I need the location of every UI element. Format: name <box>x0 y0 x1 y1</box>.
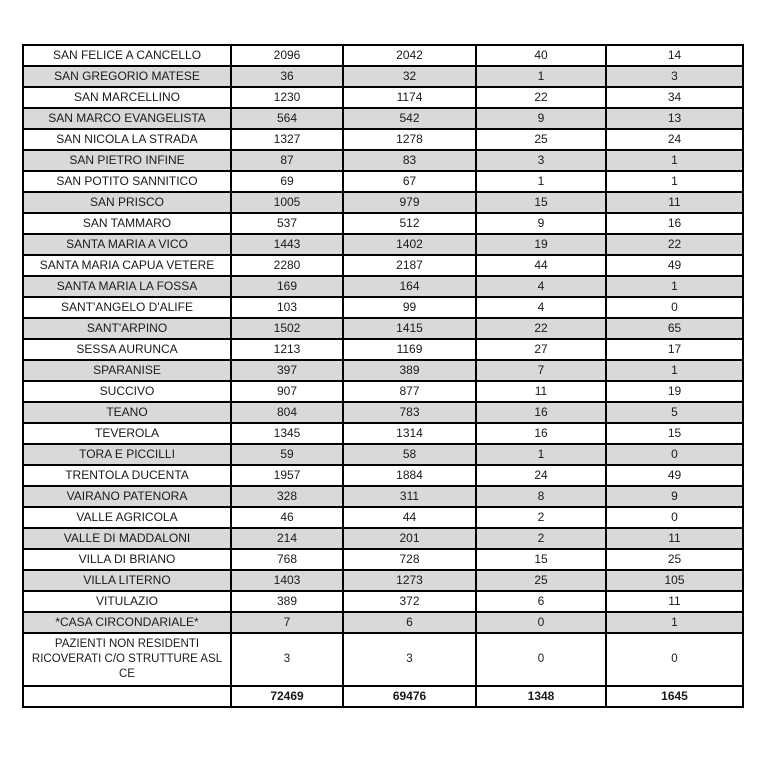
value-cell: 564 <box>231 108 343 129</box>
municipality-name-cell: SAN GREGORIO MATESE <box>23 66 231 87</box>
value-cell: 783 <box>343 402 476 423</box>
table-row <box>23 255 743 276</box>
value-cell: 169 <box>231 276 343 297</box>
totals-row <box>23 686 743 707</box>
value-cell: 4 <box>476 276 606 297</box>
table-body <box>23 45 743 707</box>
value-cell: 311 <box>343 486 476 507</box>
value-cell: 15 <box>476 549 606 570</box>
value-cell: 979 <box>343 192 476 213</box>
value-cell: 9 <box>476 213 606 234</box>
value-cell: 11 <box>606 528 743 549</box>
value-cell: 6 <box>476 591 606 612</box>
value-cell: 1 <box>606 276 743 297</box>
table-row <box>23 297 743 318</box>
value-cell: 201 <box>343 528 476 549</box>
value-cell: 1213 <box>231 339 343 360</box>
value-cell: 58 <box>343 444 476 465</box>
table-row <box>23 171 743 192</box>
table-row <box>23 402 743 423</box>
table-row <box>23 150 743 171</box>
value-cell: 5 <box>606 402 743 423</box>
value-cell: 2280 <box>231 255 343 276</box>
value-cell: 16 <box>476 423 606 444</box>
totals-value-cell: 69476 <box>343 686 476 707</box>
value-cell: 3 <box>343 633 476 686</box>
table-row <box>23 633 743 686</box>
value-cell: 25 <box>476 570 606 591</box>
municipality-name-cell: SUCCIVO <box>23 381 231 402</box>
value-cell: 3 <box>606 66 743 87</box>
value-cell: 372 <box>343 591 476 612</box>
value-cell: 34 <box>606 87 743 108</box>
value-cell: 0 <box>476 612 606 633</box>
value-cell: 59 <box>231 444 343 465</box>
value-cell: 1884 <box>343 465 476 486</box>
municipality-name-cell: SAN NICOLA LA STRADA <box>23 129 231 150</box>
table-row <box>23 381 743 402</box>
table-row <box>23 360 743 381</box>
value-cell: 1 <box>606 612 743 633</box>
value-cell: 7 <box>231 612 343 633</box>
municipality-name-cell: VALLE DI MADDALONI <box>23 528 231 549</box>
value-cell: 46 <box>231 507 343 528</box>
municipality-name-cell: PAZIENTI NON RESIDENTI RICOVERATI C/O STRUTTURE ASL CE <box>23 633 231 686</box>
value-cell: 0 <box>606 633 743 686</box>
value-cell: 768 <box>231 549 343 570</box>
municipality-name-cell: VILLA DI BRIANO <box>23 549 231 570</box>
value-cell: 0 <box>606 444 743 465</box>
value-cell: 40 <box>476 45 606 66</box>
value-cell: 83 <box>343 150 476 171</box>
municipality-data-table <box>22 44 744 708</box>
value-cell: 728 <box>343 549 476 570</box>
value-cell: 67 <box>343 171 476 192</box>
value-cell: 14 <box>606 45 743 66</box>
municipality-name-cell: SANTA MARIA LA FOSSA <box>23 276 231 297</box>
value-cell: 512 <box>343 213 476 234</box>
table-row <box>23 486 743 507</box>
municipality-name-cell: TORA E PICCILLI <box>23 444 231 465</box>
table-row <box>23 276 743 297</box>
value-cell: 1005 <box>231 192 343 213</box>
value-cell: 1 <box>476 444 606 465</box>
table-row <box>23 612 743 633</box>
value-cell: 44 <box>343 507 476 528</box>
municipality-name-cell: SESSA AURUNCA <box>23 339 231 360</box>
municipality-name-cell: VILLA LITERNO <box>23 570 231 591</box>
value-cell: 13 <box>606 108 743 129</box>
value-cell: 1174 <box>343 87 476 108</box>
value-cell: 1415 <box>343 318 476 339</box>
value-cell: 19 <box>476 234 606 255</box>
value-cell: 22 <box>606 234 743 255</box>
value-cell: 389 <box>231 591 343 612</box>
value-cell: 11 <box>476 381 606 402</box>
value-cell: 1 <box>606 360 743 381</box>
municipality-name-cell: SAN POTITO SANNITICO <box>23 171 231 192</box>
table-row <box>23 234 743 255</box>
value-cell: 9 <box>606 486 743 507</box>
value-cell: 44 <box>476 255 606 276</box>
table-row <box>23 465 743 486</box>
value-cell: 25 <box>606 549 743 570</box>
value-cell: 24 <box>476 465 606 486</box>
value-cell: 1502 <box>231 318 343 339</box>
value-cell: 69 <box>231 171 343 192</box>
value-cell: 1345 <box>231 423 343 444</box>
value-cell: 1957 <box>231 465 343 486</box>
value-cell: 103 <box>231 297 343 318</box>
value-cell: 19 <box>606 381 743 402</box>
value-cell: 32 <box>343 66 476 87</box>
value-cell: 105 <box>606 570 743 591</box>
value-cell: 8 <box>476 486 606 507</box>
value-cell: 1327 <box>231 129 343 150</box>
table-row <box>23 339 743 360</box>
totals-value-cell: 72469 <box>231 686 343 707</box>
value-cell: 25 <box>476 129 606 150</box>
value-cell: 36 <box>231 66 343 87</box>
municipality-name-cell: SAN PRISCO <box>23 192 231 213</box>
value-cell: 6 <box>343 612 476 633</box>
value-cell: 542 <box>343 108 476 129</box>
value-cell: 87 <box>231 150 343 171</box>
municipality-name-cell: SAN TAMMARO <box>23 213 231 234</box>
value-cell: 1 <box>606 150 743 171</box>
value-cell: 15 <box>476 192 606 213</box>
value-cell: 1 <box>476 171 606 192</box>
value-cell: 804 <box>231 402 343 423</box>
municipality-name-cell: VITULAZIO <box>23 591 231 612</box>
value-cell: 1 <box>606 171 743 192</box>
value-cell: 11 <box>606 192 743 213</box>
value-cell: 0 <box>476 633 606 686</box>
value-cell: 1278 <box>343 129 476 150</box>
municipality-name-cell: SAN MARCO EVANGELISTA <box>23 108 231 129</box>
municipality-name-cell: SANTA MARIA A VICO <box>23 234 231 255</box>
value-cell: 328 <box>231 486 343 507</box>
table-row <box>23 549 743 570</box>
value-cell: 0 <box>606 507 743 528</box>
table-row <box>23 108 743 129</box>
value-cell: 9 <box>476 108 606 129</box>
value-cell: 1403 <box>231 570 343 591</box>
municipality-name-cell: SPARANISE <box>23 360 231 381</box>
value-cell: 2 <box>476 528 606 549</box>
table-row <box>23 66 743 87</box>
totals-label-cell <box>23 686 231 707</box>
table-row <box>23 192 743 213</box>
municipality-name-cell: VALLE AGRICOLA <box>23 507 231 528</box>
value-cell: 17 <box>606 339 743 360</box>
value-cell: 2042 <box>343 45 476 66</box>
municipality-name-cell: TRENTOLA DUCENTA <box>23 465 231 486</box>
value-cell: 0 <box>606 297 743 318</box>
table-row <box>23 129 743 150</box>
municipality-name-cell: VAIRANO PATENORA <box>23 486 231 507</box>
value-cell: 164 <box>343 276 476 297</box>
value-cell: 397 <box>231 360 343 381</box>
value-cell: 2187 <box>343 255 476 276</box>
municipality-name-cell: SANT'ARPINO <box>23 318 231 339</box>
table-row <box>23 570 743 591</box>
value-cell: 1273 <box>343 570 476 591</box>
totals-value-cell: 1645 <box>606 686 743 707</box>
value-cell: 4 <box>476 297 606 318</box>
value-cell: 16 <box>476 402 606 423</box>
municipality-name-cell: *CASA CIRCONDARIALE* <box>23 612 231 633</box>
table-row <box>23 423 743 444</box>
table-row <box>23 318 743 339</box>
value-cell: 11 <box>606 591 743 612</box>
value-cell: 1314 <box>343 423 476 444</box>
value-cell: 1443 <box>231 234 343 255</box>
value-cell: 907 <box>231 381 343 402</box>
value-cell: 3 <box>476 150 606 171</box>
value-cell: 877 <box>343 381 476 402</box>
value-cell: 27 <box>476 339 606 360</box>
value-cell: 537 <box>231 213 343 234</box>
municipality-name-cell: TEVEROLA <box>23 423 231 444</box>
value-cell: 1402 <box>343 234 476 255</box>
table-row <box>23 591 743 612</box>
value-cell: 1169 <box>343 339 476 360</box>
table-row <box>23 213 743 234</box>
value-cell: 214 <box>231 528 343 549</box>
value-cell: 24 <box>606 129 743 150</box>
table-row <box>23 87 743 108</box>
value-cell: 65 <box>606 318 743 339</box>
value-cell: 1 <box>476 66 606 87</box>
value-cell: 15 <box>606 423 743 444</box>
table-row <box>23 45 743 66</box>
value-cell: 16 <box>606 213 743 234</box>
value-cell: 22 <box>476 87 606 108</box>
municipality-name-cell: SAN FELICE A CANCELLO <box>23 45 231 66</box>
municipality-name-cell: SAN MARCELLINO <box>23 87 231 108</box>
municipality-name-cell: SANTA MARIA CAPUA VETERE <box>23 255 231 276</box>
value-cell: 389 <box>343 360 476 381</box>
value-cell: 22 <box>476 318 606 339</box>
value-cell: 2096 <box>231 45 343 66</box>
totals-value-cell: 1348 <box>476 686 606 707</box>
table-row <box>23 444 743 465</box>
table-row <box>23 507 743 528</box>
value-cell: 49 <box>606 465 743 486</box>
value-cell: 7 <box>476 360 606 381</box>
municipality-name-cell: SAN PIETRO INFINE <box>23 150 231 171</box>
value-cell: 1230 <box>231 87 343 108</box>
value-cell: 99 <box>343 297 476 318</box>
table-row <box>23 528 743 549</box>
value-cell: 49 <box>606 255 743 276</box>
value-cell: 2 <box>476 507 606 528</box>
municipality-name-cell: TEANO <box>23 402 231 423</box>
municipality-name-cell: SANT'ANGELO D'ALIFE <box>23 297 231 318</box>
value-cell: 3 <box>231 633 343 686</box>
